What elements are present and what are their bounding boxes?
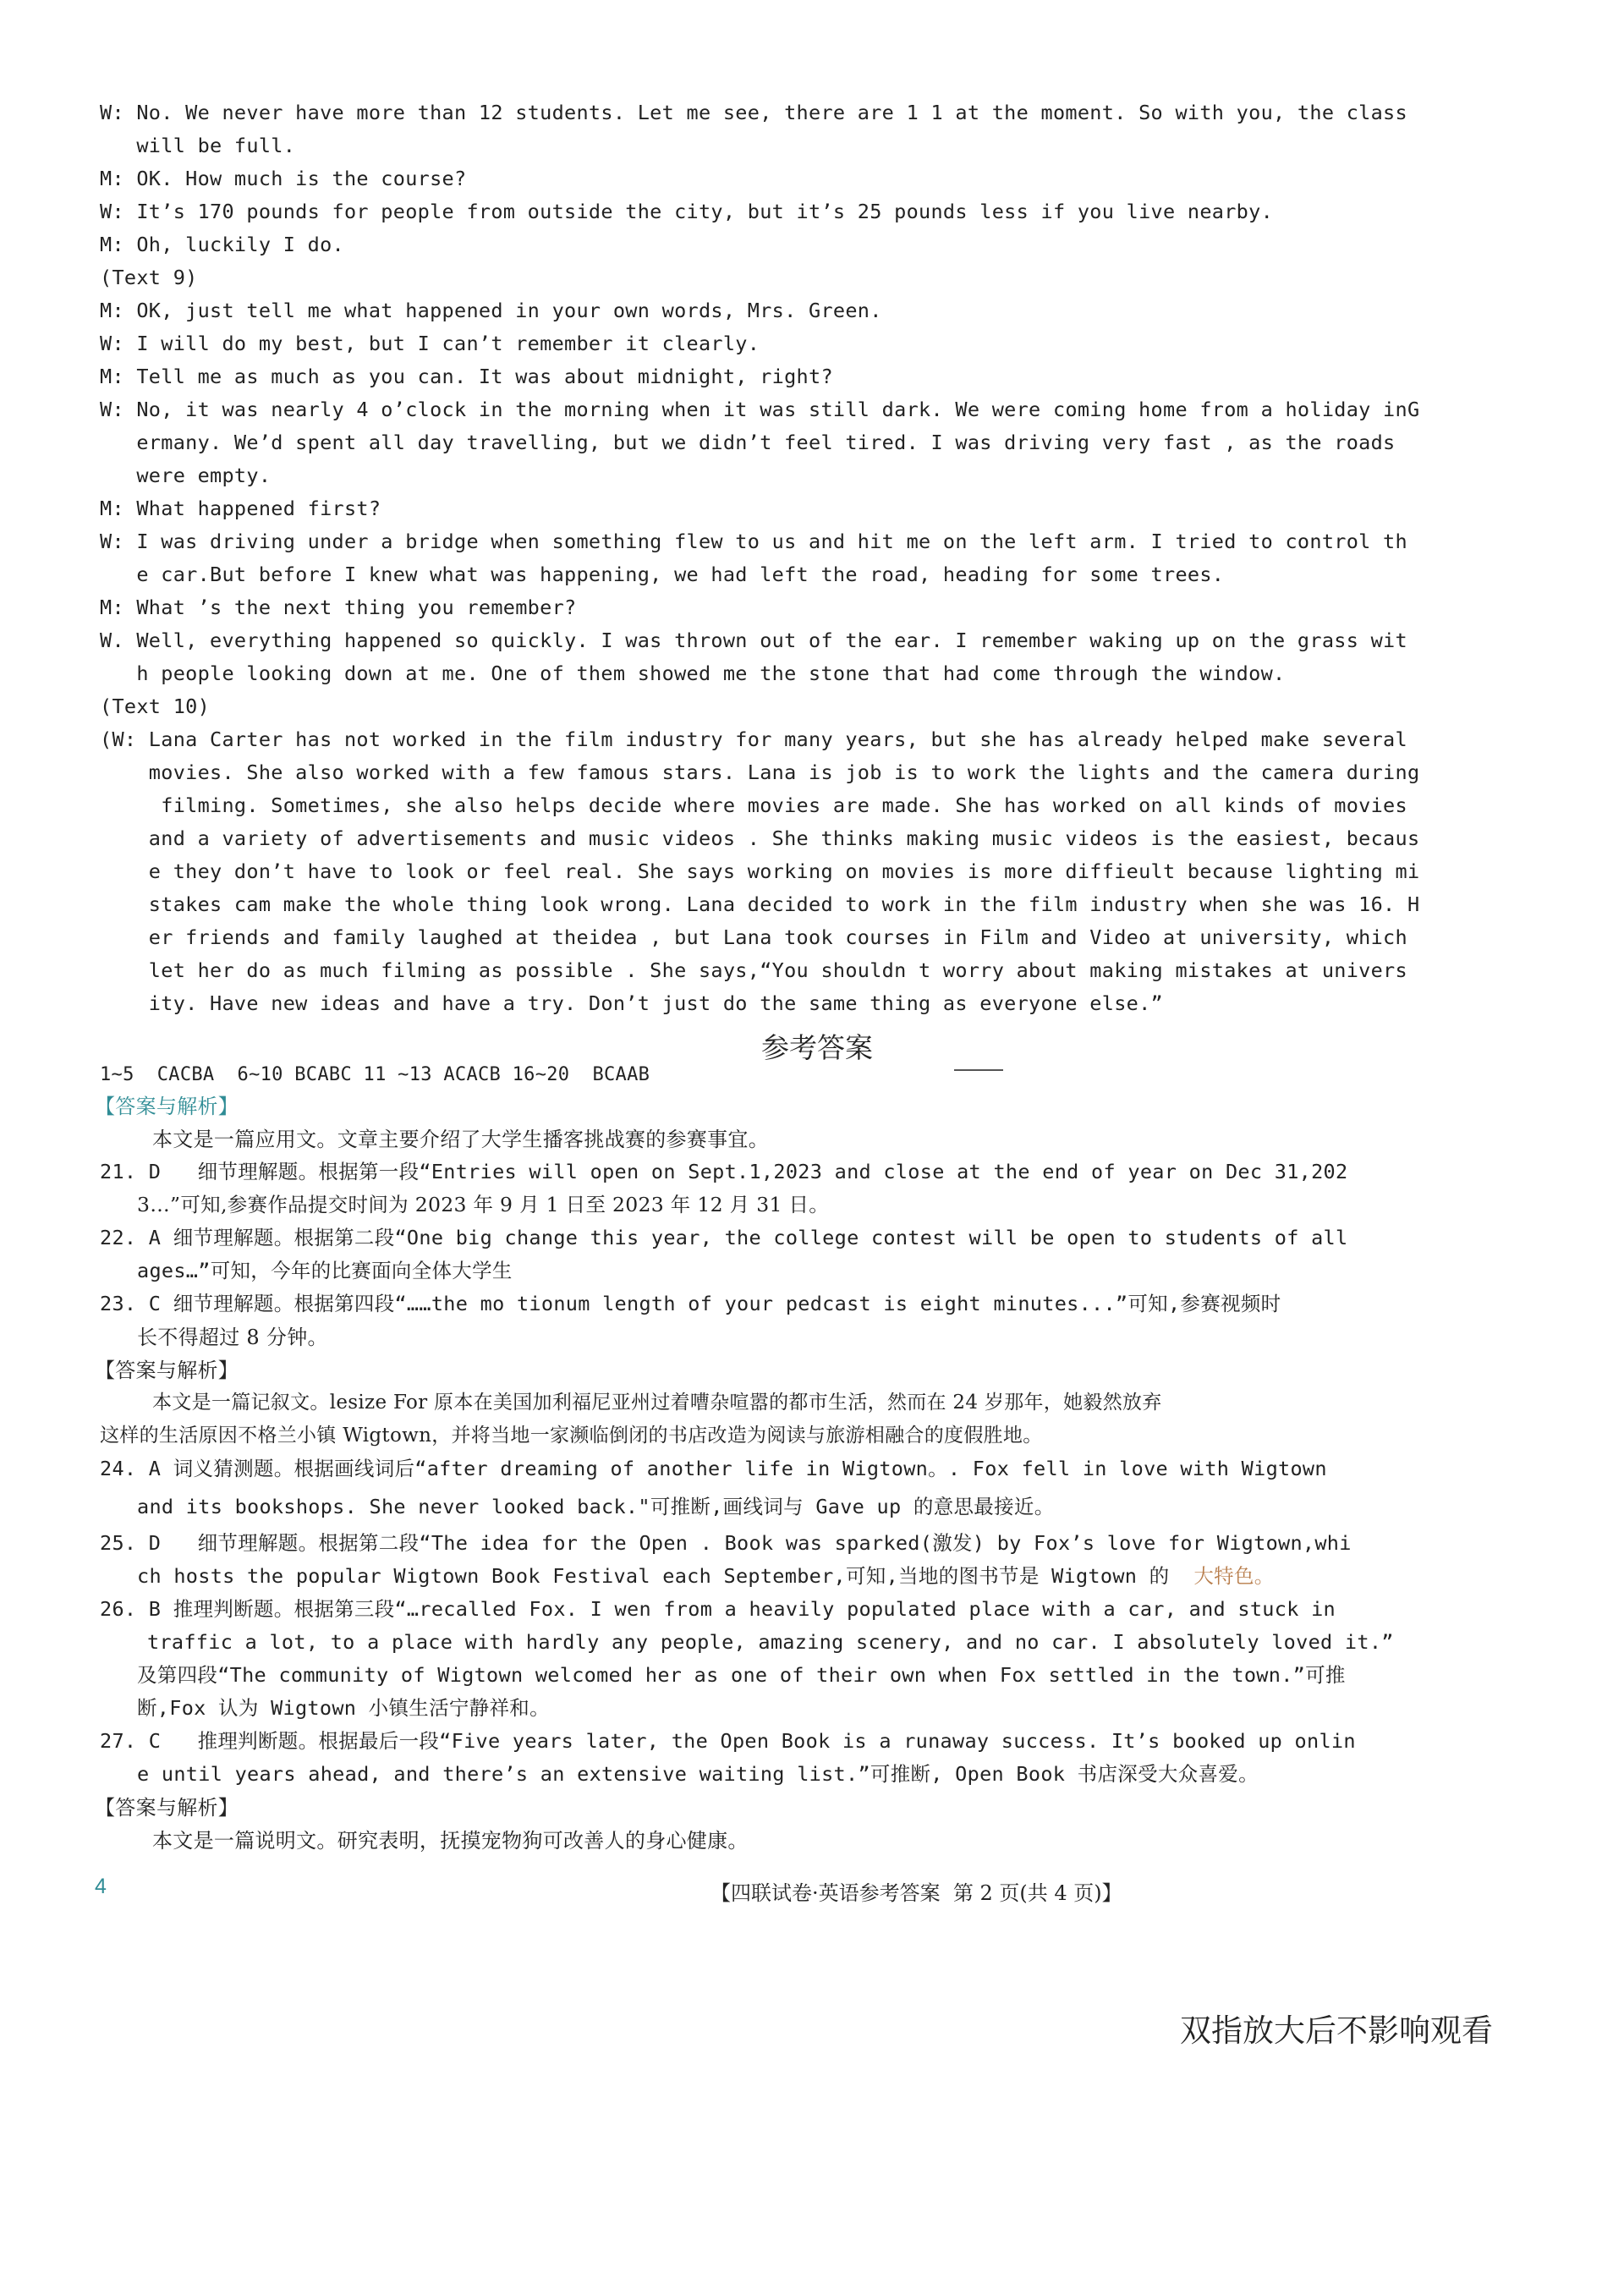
dialogue-line: W: I was driving under a bridge when something flew to us and hit me on the left arm. I tried to control th [100,530,1407,553]
explanation-line [137,1564,1275,1588]
analysis-label: 【答案与解析】 [95,1095,239,1118]
explanation-line: 26. B 推理判断题。根据第三段“…recalled Fox. I wen from a heavily populated place with a car, and stuck in [100,1597,1336,1621]
explanation-line: 24. A 词义猜测题。根据画线词后“after dreaming of another life in Wigtown。. Fox fell in love with Wigtown [100,1457,1327,1480]
explanation-line: 23. C 细节理解题。根据第四段“……the mo tionum length of your pedcast is eight minutes...”可知,参赛视频时 [100,1292,1281,1315]
dialogue-line: W. Well, everything happened so quickly. I was thrown out of the ear. I remember waking up on the grass wit [100,629,1407,652]
dialogue-line: h people looking down at me. One of them showed me the stone that had come through the window. [100,662,1286,685]
explanation-line: and its bookshops. She never looked back."可推断,画线词与 Gave up 的意思最接近。 [137,1495,1055,1518]
dialogue-line: M: OK, just tell me what happened in your own words, Mrs. Green. [100,299,882,322]
dialogue-line: W: No, it was nearly 4 o’clock in the morning when it was still dark. We were coming home from a holiday inG [100,398,1420,421]
dialogue-line: (W: Lana Carter has not worked in the film industry for many years, but she has already helped make several [100,727,1407,751]
analysis-label: 【答案与解析】 [95,1359,239,1382]
dialogue-line: let her do as much filming as possible . She says,“You shouldn t worry about making mistakes at univers [100,958,1407,982]
explanation-line: e until years ahead, and there’s an extensive waiting list.”可推断, Open Book 书店深受大众喜爱。 [137,1762,1259,1786]
dialogue-line: M: OK. How much is the course? [100,167,467,190]
divider [954,1069,1003,1071]
dialogue-line: W: I will do my best, but I can’t remember it clearly. [100,332,760,355]
passage-intro: 本文是一篇记叙文。lesize For 原本在美国加利福尼亚州过着嘈杂喧嚣的都市生活，然而在 24 岁那年，她毅然放弃 [152,1392,1162,1414]
dialogue-line: M: What happened first? [100,497,381,520]
explanation-line: 22. A 细节理解题。根据第二段“One big change this year, the college contest will be open to students of all [100,1226,1348,1249]
dialogue-line: and a variety of advertisements and music videos . She thinks making music videos is the easiest, becaus [100,826,1420,850]
dialogue-line: M: Tell me as much as you can. It was about midnight, right? [100,365,833,388]
dialogue-line: were empty. [100,464,272,487]
dialogue-line: W: No. We never have more than 12 students. Let me see, there are 1 1 at the moment. So with you, the class [100,101,1407,124]
passage-intro: 本文是一篇说明文。研究表明，抚摸宠物狗可改善人的身心健康。 [152,1829,749,1853]
explanation-line: 25. D 细节理解题。根据第二段“The idea for the Open . Book was sparked(激发) by Fox’s love for Wigtown,whi [100,1531,1352,1555]
dialogue-line: e car.But before I knew what was happening, we had left the road, heading for some trees. [100,563,1225,586]
explanation-line: 断,Fox 认为 Wigtown 小镇生活宁静祥和。 [137,1696,550,1720]
analysis-label: 【答案与解析】 [95,1796,239,1820]
answer-key: 1~5 CACBA 6~10 BCABC 11 ~13 ACACB 16~20 BCAAB [100,1064,650,1085]
dialogue-line: movies. She also worked with a few famous stars. Lana is job is to work the lights and the camera during [100,760,1420,784]
highlight-text: 大特色。 [1193,1564,1275,1588]
dialogue-line: (Text 10) [100,695,211,718]
page-number: 4 [95,1875,107,1898]
explanation-line: traffic a lot, to a place with hardly any people, amazing scenery, and no car. I absolutely loved it.” [147,1630,1394,1654]
dialogue-line: er friends and family laughed at theidea , but Lana took courses in Film and Video at university, which [100,925,1407,949]
dialogue-line: filming. Sometimes, she also helps decide where movies are made. She has worked on all kinds of movies [100,793,1407,817]
passage-intro: 这样的生活原因不格兰小镇 Wigtown，并将当地一家濒临倒闭的书店改造为阅读与旅游相融合的度假胜地。 [100,1425,1043,1447]
explanation-line: 27. C 推理判断题。根据最后一段“Five years later, the Open Book is a runaway success. It’s booked up onlin [100,1729,1356,1753]
dialogue-line: will be full. [100,134,296,157]
explanation-line: ages…”可知，今年的比赛面向全体大学生 [137,1259,513,1282]
explanation-line: 21. D 细节理解题。根据第一段“Entries will open on Sept.1,2023 and close at the end of year on Dec 31,202 [100,1160,1348,1183]
dialogue-line: M: What ’s the next thing you remember? [100,596,577,619]
zoom-note: 双指放大后不影响观看 [1180,2012,1493,2049]
dialogue-line: stakes cam make the whole thing look wrong. Lana decided to work in the film industry when she was 16. H [100,892,1420,916]
dialogue-line: W: It’s 170 pounds for people from outside the city, but it’s 25 pounds less if you live nearby. [100,200,1274,223]
dialogue-line: ermany. We’d spent all day travelling, but we didn’t feel tired. I was driving very fast , as the roads [100,431,1396,454]
explanation-text: ch hosts the popular Wigtown Book Festival each September,可知,当地的图书节是 Wigtown 的 [137,1564,1194,1588]
page-footer: 【四联试卷·英语参考答案 第 2 页(共 4 页)】 [710,1881,1122,1905]
dialogue-line: M: Oh, luckily I do. [100,233,344,256]
dialogue-line: (Text 9) [100,266,198,289]
explanation-line: 长不得超过 8 分钟。 [137,1326,328,1349]
dialogue-line: ity. Have new ideas and have a try. Don’t just do the same thing as everyone else.” [100,991,1163,1015]
explanation-line: 及第四段“The community of Wigtown welcomed her as one of their own when Fox settled in the town.”可推 [137,1663,1346,1687]
answer-title: 参考答案 [761,1031,873,1064]
explanation-line: 3…”可知,参赛作品提交时间为 2023 年 9 月 1 日至 2023 年 12 月 31 日。 [137,1193,830,1216]
passage-intro: 本文是一篇应用文。文章主要介绍了大学生播客挑战赛的参赛事宜。 [152,1128,769,1151]
dialogue-line: e they don’t have to look or feel real. She says working on movies is more diffieult because lighting mi [100,859,1420,883]
